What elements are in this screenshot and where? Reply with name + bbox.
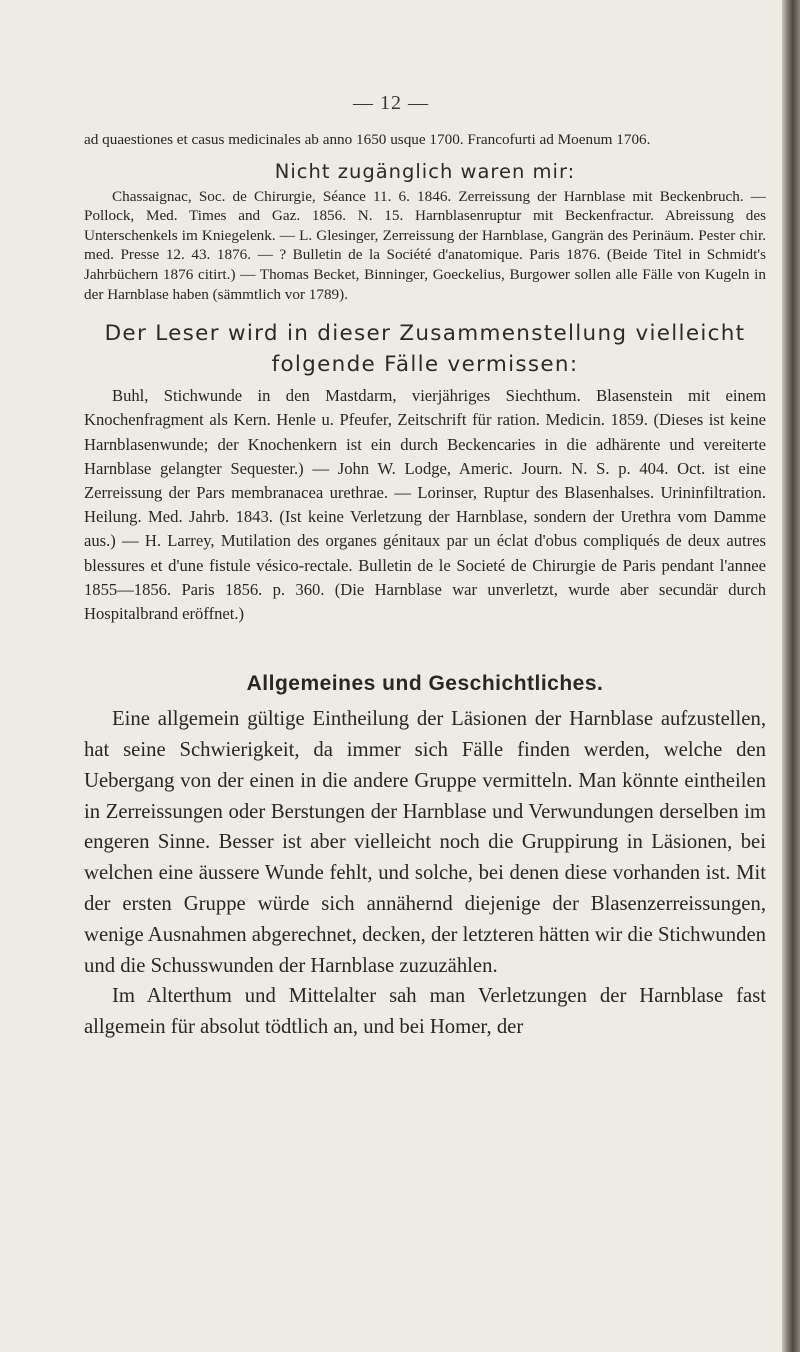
book-edge <box>782 0 800 1352</box>
general-paragraph-1: Eine allgemein gültige Eintheilung der Läsionen der Harnblase aufzustellen, hat seine Schwierigkeit, da immer sich Fälle finden werden, welche den Uebergang von der einen in die andere Gruppe vermitteln. Man könnte eintheilen in Zerreissungen oder Berstungen der Harnblase und Verwundungen derselben im engeren Sinne. Besser ist aber vielleicht noch die Gruppirung in Läsionen, bei welchen eine äussere Wunde fehlt, und solche, bei denen diese vorhanden ist. Mit der ersten Gruppe würde sich annähernd diejenige der Blasenzerreissungen, wenige Ausnahmen abgerechnet, decken, der letzteren hätten wir die Stichwunden und die Schusswunden der Harnblase zuzuzählen. <box>84 708 766 977</box>
page-number: — 12 — <box>353 92 429 114</box>
not-accessible-paragraph: Chassaignac, Soc. de Chirurgie, Séance 11. 6. 1846. Zerreissung der Harnblase mit Beckenbruch. — Pollock, Med. Times and Gaz. 1856. N. 15. Harnblasenruptur mit Beckenfractur. Abreissung des Unterschenkels im Kniegelenk. — L. Glesinger, Zerreissung der Harnblase, Gangrän des Perinäum. Pester chir. med. Presse 12. 43. 1876. — ? Bulletin de la Société d'anatomique. Paris 1876. (Beide Titel in Schmidt's Jahrbüchern 1876 citirt.) — Thomas Becket, Binninger, Goeckelius, Burgower sollen alle Fälle von Kugeln in der Harnblase haben (sämmtlich vor 1789). <box>84 187 766 303</box>
not-accessible-heading: Nicht zugänglich waren mir: <box>274 159 576 183</box>
missing-cases-paragraph: Buhl, Stichwunde in den Mastdarm, vierjähriges Siechthum. Blasenstein mit einem Knochenfragment als Kern. Henle u. Pfeufer, Zeitschrift für ration. Medicin. 1859. (Dieses ist keine Harnblasenwunde; der Knochenkern ist ein durch Beckencaries in die adhärente und vereiterte Harnblase gelangter Sequester.) — John W. Lodge, Americ. Journ. N. S. p. 404. Oct. ist eine Zerreissung der Pars membranacea urethrae. — Lorinser, Ruptur des Blasenhalses. Urininfiltration. Heilung. Med. Jahrb. 1843. (Ist keine Verletzung der Harnblase, sondern der Urethra vom Damme aus.) — H. Larrey, Mutilation des organes génitaux par un éclat d'obus compliqués de deux autres blessures et d'une fistule vésico-rectale. Bulletin de le Societé de Chirurgie de Paris pendant l'annee 1855—1856. Paris 1856. p. 360. (Die Harnblase war unverletzt, wurde aber secundär durch Hospitalbrand eröffnet.) <box>84 386 766 623</box>
general-paragraph-2: Im Alterthum und Mittelalter sah man Verletzungen der Harnblase fast allgemein für absolut tödtlich an, und bei Homer, der <box>84 985 766 1039</box>
intro-paragraph: ad quaestiones et casus medicinales ab anno 1650 usque 1700. Francofurti ad Moenum 1706. <box>84 131 651 148</box>
page-content <box>84 92 766 1043</box>
section-title: Allgemeines und Geschichtliches. <box>246 672 604 696</box>
missing-cases-heading: Der Leser wird in dieser Zusammenstellung vielleicht folgende Fälle vermissen: <box>104 321 746 378</box>
